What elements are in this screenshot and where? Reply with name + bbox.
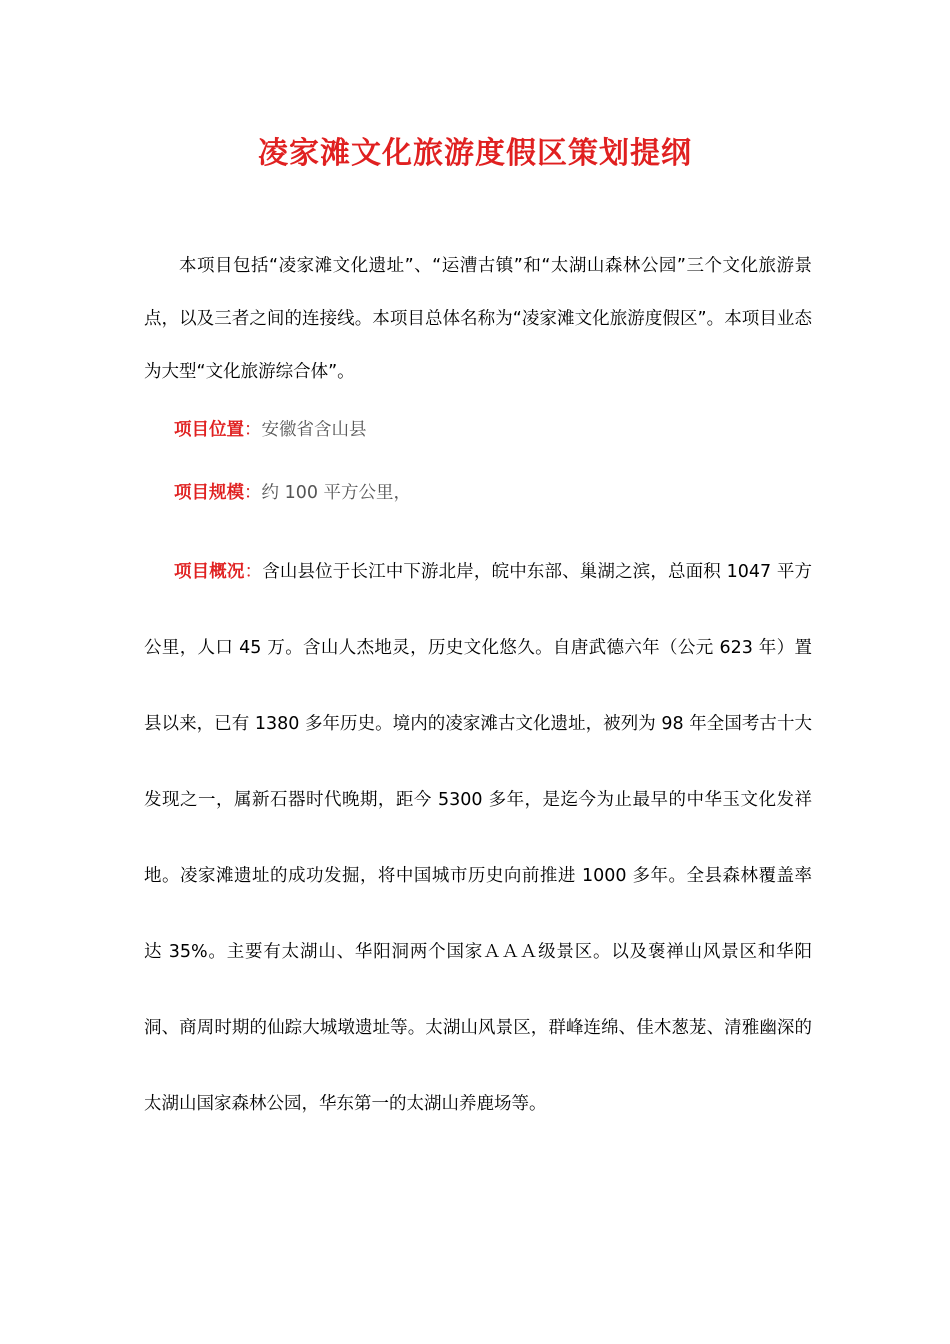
project-overview-separator: ： [244, 562, 263, 582]
project-overview-text: 含山县位于长江中下游北岸，皖中东部、巢湖之滨，总面积 1047 平方公里，人口 45 万。含山人杰地灵，历史文化悠久。自唐武德六年（公元 623 年）置县以来，已有 1380 多年历史。境内的凌家滩古文化遗址，被列为 98 年全国考古十大发现之一，属新石器时代晚期，距今 5300 多年，是迄今为止最早的中华玉文化发祥地。凌家滩遗址的成功发掘，将中国城市历史向前推进 1000 多年。全县森林覆盖率达 35%。主要有太湖山、华阳洞两个国家ＡＡＡ级景区。以及褒禅山风景区和华阳洞、商周时期的仙踪大城墩遗址等。太湖山风景区，群峰连绵、佳木葱茏、清雅幽深的太湖山国家森林公园，华东第一的太湖山养鹿场等。 [144, 562, 813, 1114]
project-overview-label: 项目概况 [174, 562, 245, 582]
project-location-separator: ： [244, 420, 262, 440]
project-scale-separator: ： [244, 483, 262, 503]
project-scale-value: 约 100 平方公里， [261, 483, 412, 503]
project-location-value: 安徽省含山县 [261, 420, 367, 440]
intro-paragraph: 本项目包括“凌家滩文化遗址”、“运漕古镇”和“太湖山森林公园”三个文化旅游景点，以及三者之间的连接线。本项目总体名称为“凌家滩文化旅游度假区”。本项目业态为大型“文化旅游综合体”。 [144, 256, 812, 382]
project-scale [174, 478, 411, 508]
project-location-label: 项目位置 [174, 420, 244, 440]
project-overview [144, 534, 812, 1142]
project-location [174, 415, 367, 445]
project-scale-label: 项目规模 [174, 483, 244, 503]
document-title: 凌家滩文化旅游度假区策划提纲 [258, 136, 692, 171]
